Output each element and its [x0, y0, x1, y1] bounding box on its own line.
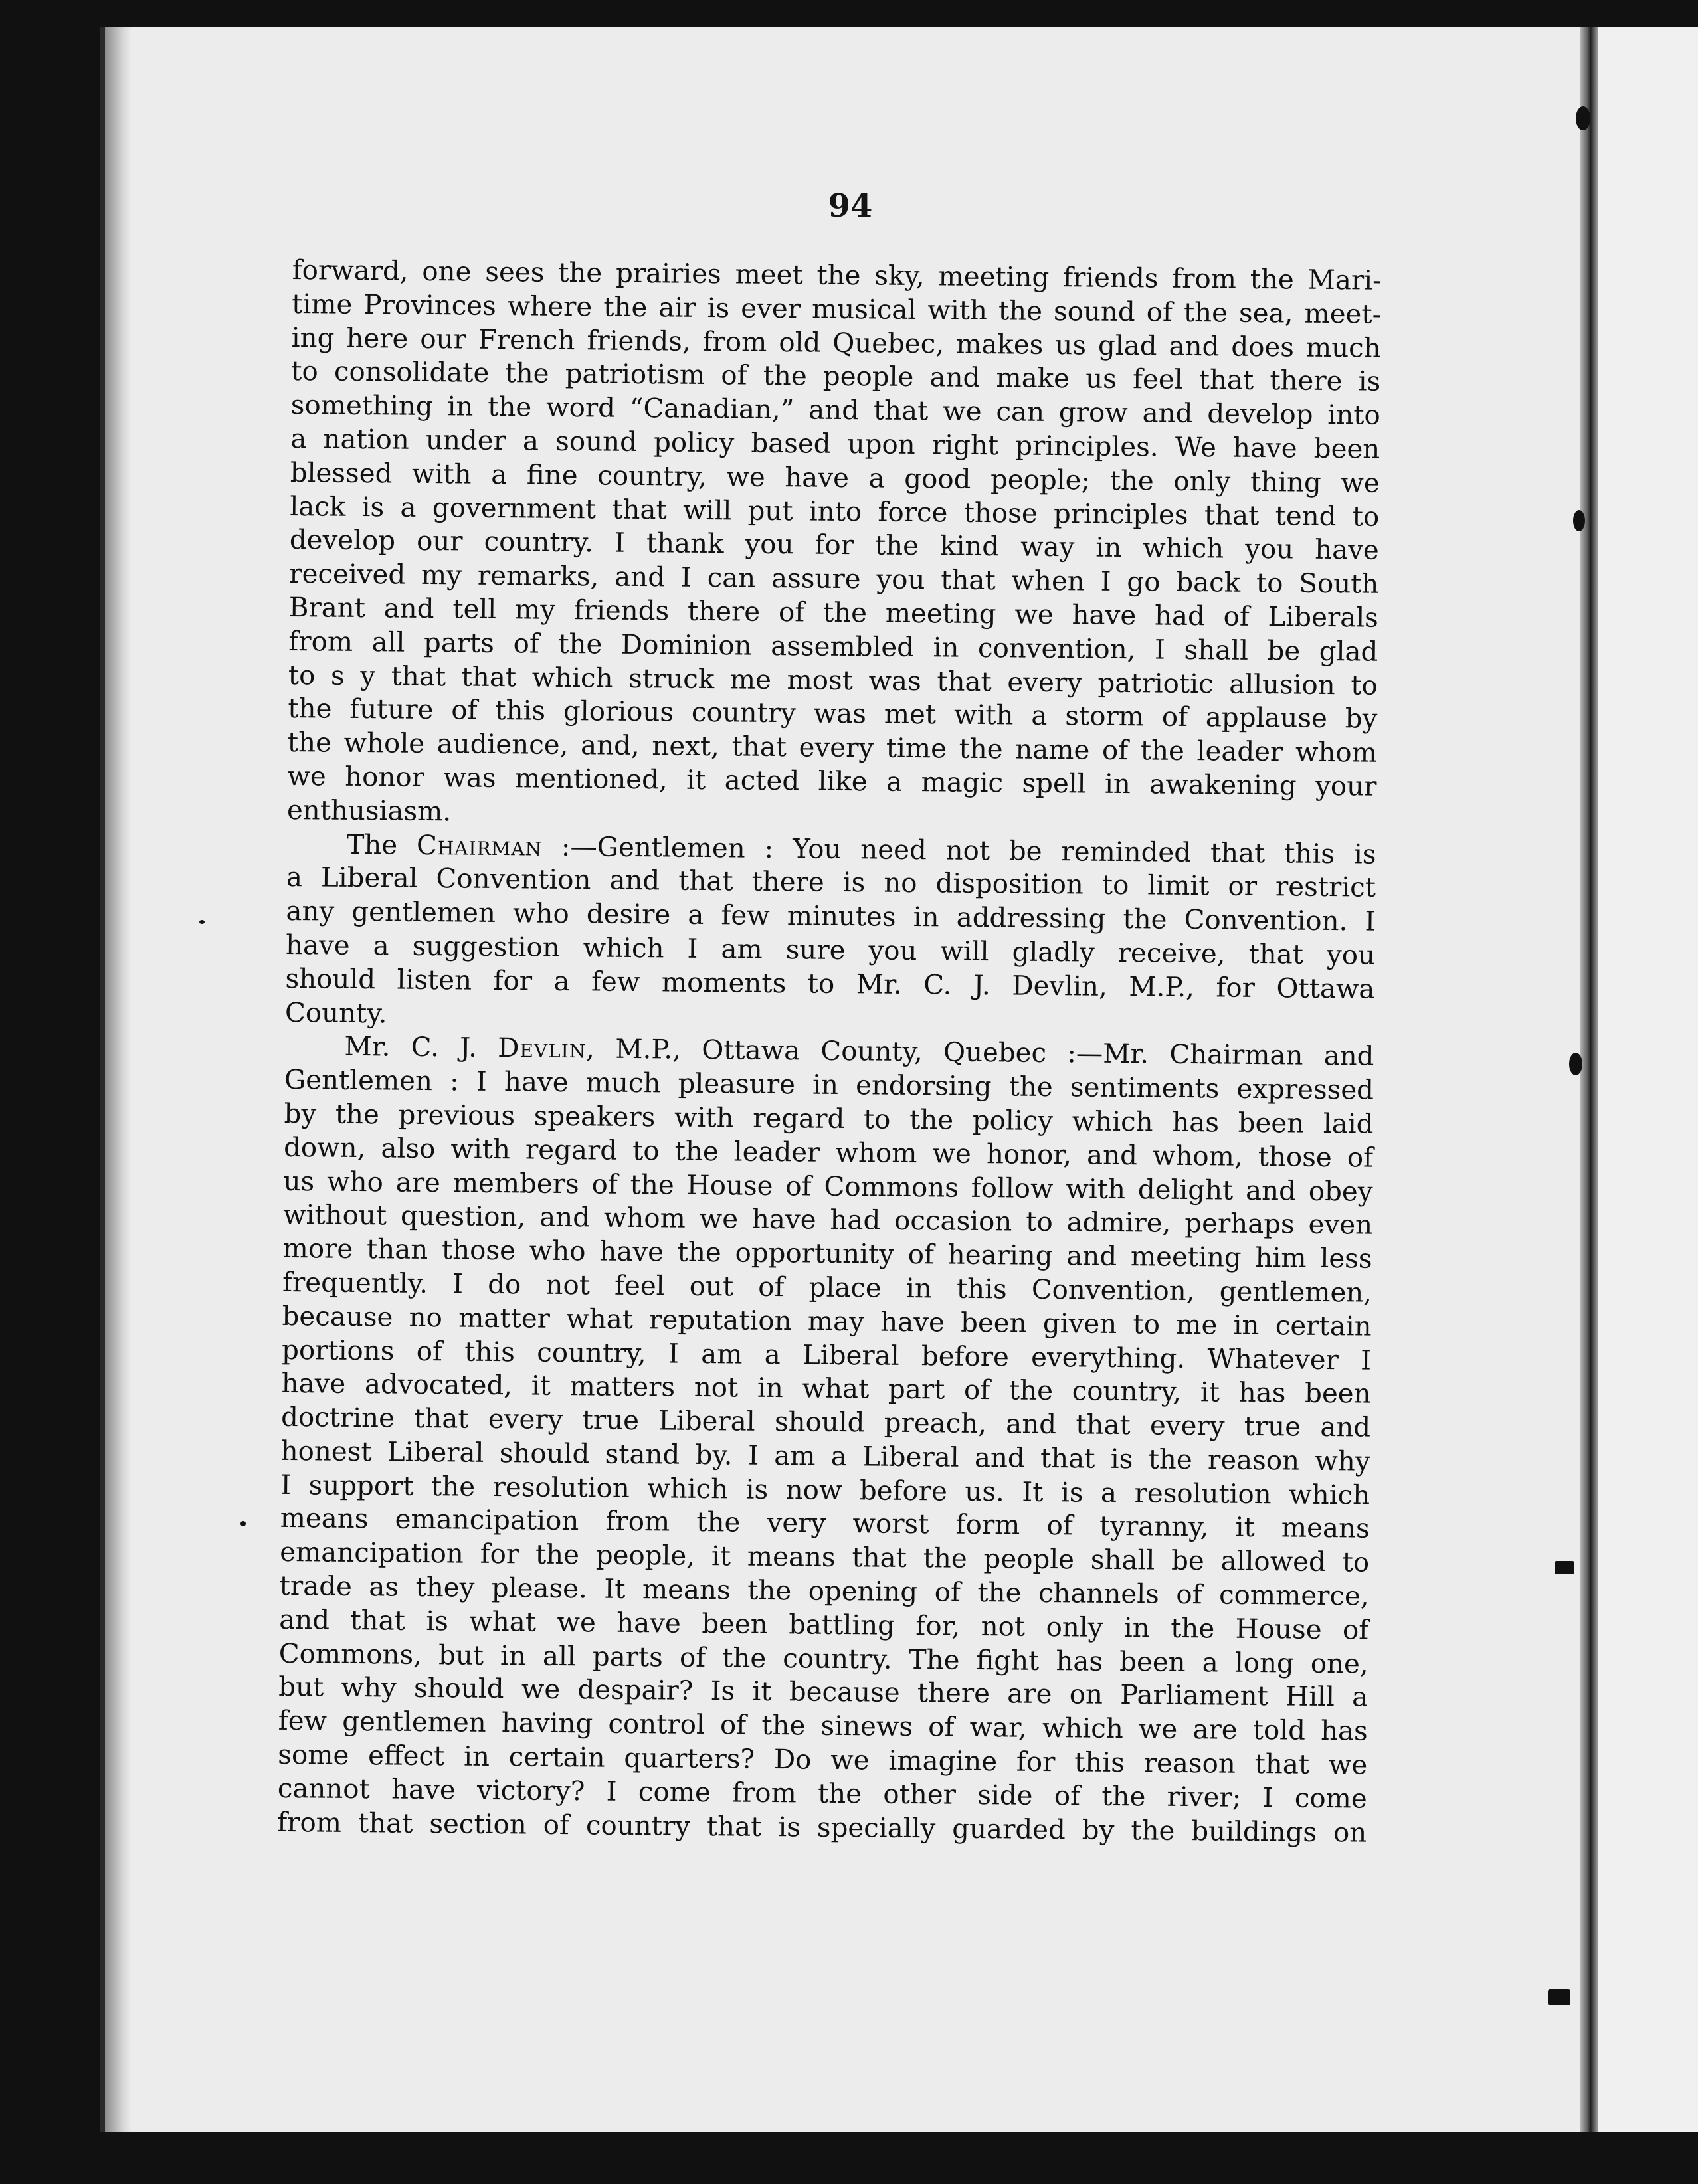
paragraph [287, 254, 1382, 838]
text-line: lack is a government that will put into force those principles that tend to [290, 490, 1380, 533]
text-line: have a suggestion which I am sure you will gladly receive, that you [285, 929, 1376, 971]
scan-speck [199, 920, 205, 924]
text-line: a nation under a sound policy based upon right principles. We have been [290, 422, 1380, 465]
text-line: some effect in certain quarters? Do we imagine for this reason that we [278, 1738, 1368, 1781]
text-line: to s y that that which struck me most was that every patriotic allusion to [288, 659, 1378, 701]
text-line: have advocated, it matters not in what part of the country, it has been [281, 1368, 1371, 1410]
speaker-name: Devlin [497, 1032, 587, 1065]
speaker-prefix: Mr. C. J. [344, 1031, 498, 1064]
text-line: portions of this country, I am a Liberal before everything. Whatever I [281, 1334, 1372, 1376]
text-line: doctrine that every true Liberal should preach, and that every true and [280, 1402, 1371, 1443]
speech-text: :—Gentlemen : You need not be reminded that this is [541, 830, 1376, 870]
scan-speck [1548, 1989, 1570, 2005]
page-number: 94 [828, 187, 873, 225]
text-line: to consolidate the patriotism of the people and make us feel that there is [291, 355, 1381, 398]
text-line: I support the resolution which is now before us. It is a resolution which [280, 1469, 1370, 1511]
text-line: emancipation for the people, it means that the people shall be allowed to [280, 1536, 1370, 1578]
text-line: should listen for a few moments to Mr. C. J. Devlin, M.P., for Ottawa [285, 962, 1375, 1005]
text-line: Gentlemen : I have much pleasure in endorsing the sentiments expressed [284, 1064, 1374, 1106]
text-line: from that section of country that is specially guarded by the buildings on [277, 1806, 1367, 1849]
text-line: the future of this glorious country was met with a storm of applause by [288, 693, 1378, 735]
text-line: cannot have victory? I come from the other side of the river; I come [277, 1772, 1367, 1815]
text-line: develop our country. I thank you for the kind way in which you have [289, 524, 1380, 567]
text-line: honest Liberal should stand by. I am a Liberal and that is the reason why [280, 1435, 1370, 1477]
speaker-prefix: The [346, 828, 417, 861]
text-line: received my remarks, and I can assure you that when I go back to South [289, 558, 1379, 600]
scan-speck [1576, 106, 1590, 130]
text-line: because no matter what reputation may have been given to me in certain [282, 1300, 1372, 1342]
speech-text: , M.P., Ottawa County, Quebec :—Mr. Chairman and [586, 1033, 1374, 1073]
text-line: frequently. I do not feel out of place in this Convention, gentlemen, [282, 1266, 1372, 1309]
facing-page-edge [1598, 27, 1698, 2132]
text-line: us who are members of the House of Commons follow with delight and obey [283, 1165, 1373, 1208]
text-line: but why should we despair? Is it because there are on Parliament Hill a [278, 1671, 1368, 1714]
text-line: few gentlemen having control of the sinews of war, which we are told has [278, 1705, 1368, 1747]
speaker-name: Chairman [416, 829, 543, 862]
scan-speck [240, 1521, 246, 1526]
scan-speck [1569, 1053, 1582, 1075]
text-line: down, also with regard to the leader whom we honor, and whom, those of [283, 1131, 1374, 1174]
text-line: something in the word “Canadian,” and that we can grow and develop into [290, 389, 1380, 431]
text-line: enthusiasm. [286, 794, 452, 828]
book-gutter [1580, 27, 1598, 2132]
text-line: ing here our French friends, from old Quebec, makes us glad and does much [291, 321, 1381, 364]
text-line: from all parts of the Dominion assembled in convention, I shall be glad [288, 625, 1378, 668]
text-line: time Provinces where the air is ever musical with the sound of the sea, meet- [292, 288, 1382, 330]
text-line: forward, one sees the prairies meet the sky, meeting friends from the Mari- [292, 254, 1382, 296]
text-line: any gentlemen who desire a few minutes in addressing the Convention. I [286, 895, 1376, 937]
text-line: the whole audience, and, next, that every time the name of the leader whom [287, 727, 1378, 769]
text-line: Brant and tell my friends there of the meeting we have had of Liberals [288, 591, 1379, 634]
text-line: a Liberal Convention and that there is no disposition to limit or restrict [286, 862, 1376, 904]
text-line: we honor was mentioned, it acted like a magic spell in awakening your [287, 760, 1377, 802]
text-line: County. [284, 996, 387, 1029]
text-line: trade as they please. It means the opening of the channels of commerce, [279, 1570, 1369, 1612]
paragraph [277, 1030, 1374, 1850]
text-line: by the previous speakers with regard to the policy which has been laid [284, 1097, 1374, 1140]
body-text [277, 254, 1382, 1850]
text-line: blessed with a fine country, we have a good people; the only thing we [290, 456, 1380, 499]
text-line: more than those who have the opportunity of hearing and meeting him less [282, 1233, 1372, 1275]
text-line: and that is what we have been battling for, not only in the House of [279, 1603, 1369, 1646]
text-line: Commons, but in all parts of the country. The fight has been a long one, [278, 1637, 1368, 1680]
paragraph [285, 828, 1376, 1041]
text-line: means emancipation from the very worst form of tyranny, it means [280, 1502, 1370, 1545]
scan-speck [1573, 510, 1585, 531]
scan-speck [1555, 1561, 1574, 1574]
text-line: without question, and whom we have had occasion to admire, perhaps even [282, 1199, 1373, 1241]
